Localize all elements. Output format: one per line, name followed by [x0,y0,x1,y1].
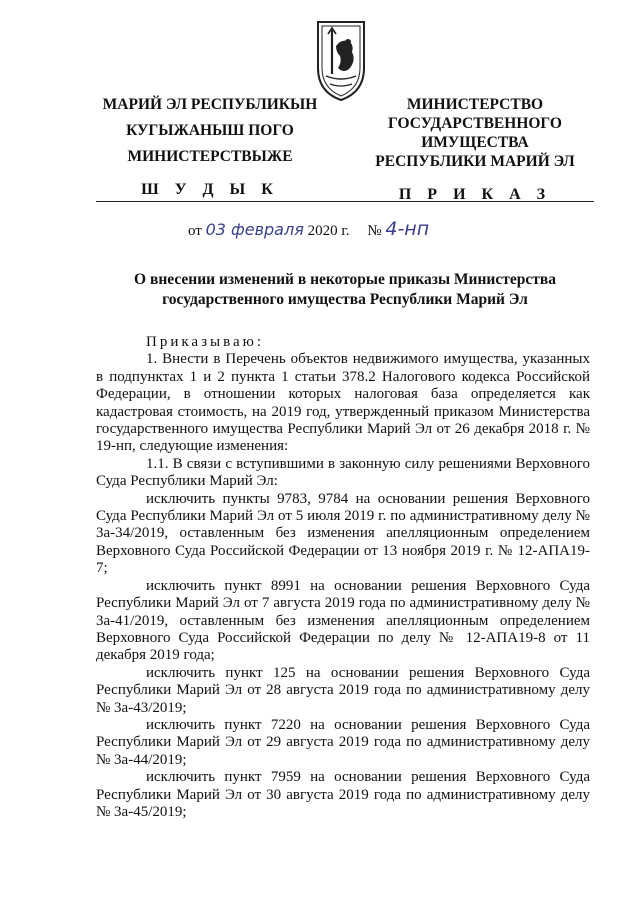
body-paragraph: исключить пункт 125 на основании решения Верховного Суда Республики Марий Эл от 28 августа 2019 года по административному делу № 3а-43/2019; [96,664,590,716]
body-paragraph: исключить пункты 9783, 9784 на основании решения Верховного Суда Республики Марий Эл от 5 июля 2019 г. по административному делу № 3а-34/2019, оставленным без изменения апелляционным определением Верховного Суда Российской Федерации от 13 ноября 2019 г. № 12-АПА19-7; [96,490,590,577]
header-right-line: РЕСПУБЛИКИ МАРИЙ ЭЛ [375,153,575,170]
body-paragraph: 1.1. В связи с вступившими в законную силу решениями Верховного Суда Республики Марий Эл: [96,455,590,490]
header-right-line: МИНИСТЕРСТВО [406,96,544,113]
header-left [100,95,320,199]
body-paragraph: 1. Внести в Перечень объектов недвижимого имущества, указанных в подпунктах 1 и 2 пункта 1 статьи 378.2 Налогового кодекса Российской Федерации, в отношении которых налоговая база определяется как кадастровая стоимость, на 2019 год, утвержденный приказом Министерства государственного имущества Республики Марий Эл от 26 декабря 2018 г. № 19-нп, следующие изменения: [96,351,590,455]
header-divider [96,201,594,202]
document-body [96,334,590,821]
header-left-line: МИНИСТЕРСТВЫЖЕ [127,148,293,165]
body-paragraph: исключить пункт 7959 на основании решения Верховного Суда Республики Марий Эл от 30 августа 2019 года по административному делу № 3а-45/2019; [96,769,590,820]
document-title: О внесении изменений в некоторые приказы Министерства государственного имущества Республики Марий Эл [134,271,556,308]
header-right [360,95,590,204]
header-right-line: ГОСУДАРСТВЕННОГО [388,115,562,132]
body-paragraph: исключить пункт 7220 на основании решения Верховного Суда Республики Марий Эл от 29 августа 2019 года по административному делу № 3а-44/2019; [96,716,590,768]
handwritten-number: 4-нп [385,218,430,240]
handwritten-date: 03 февраля [205,220,304,239]
date-prefix: от [188,223,202,239]
date-line [188,218,518,240]
header-left-doc-type: Ш У Д Ы К [141,181,279,198]
date-year: 2020 г. [307,223,350,239]
body-paragraph: Приказываю: [146,334,264,350]
header-left-line: МАРИЙ ЭЛ РЕСПУБЛИКЫН [102,96,318,113]
header-right-doc-type: П Р И К А З [398,186,552,203]
header-left-line: КУГЫЖАНЫШ ПОГО [126,122,294,139]
coat-of-arms-emblem [312,16,370,104]
body-paragraph: исключить пункт 8991 на основании решения Верховного Суда Республики Марий Эл от 7 августа 2019 года по административному делу № 3а-41/2019, оставленным без изменения апелляционным определением Верховного Суда Российской Федерации по делу № 12-АПА19-8 от 11 декабря 2019 года; [96,577,590,664]
number-sign: № [367,223,382,239]
header-right-line: ИМУЩЕСТВА [421,134,529,151]
